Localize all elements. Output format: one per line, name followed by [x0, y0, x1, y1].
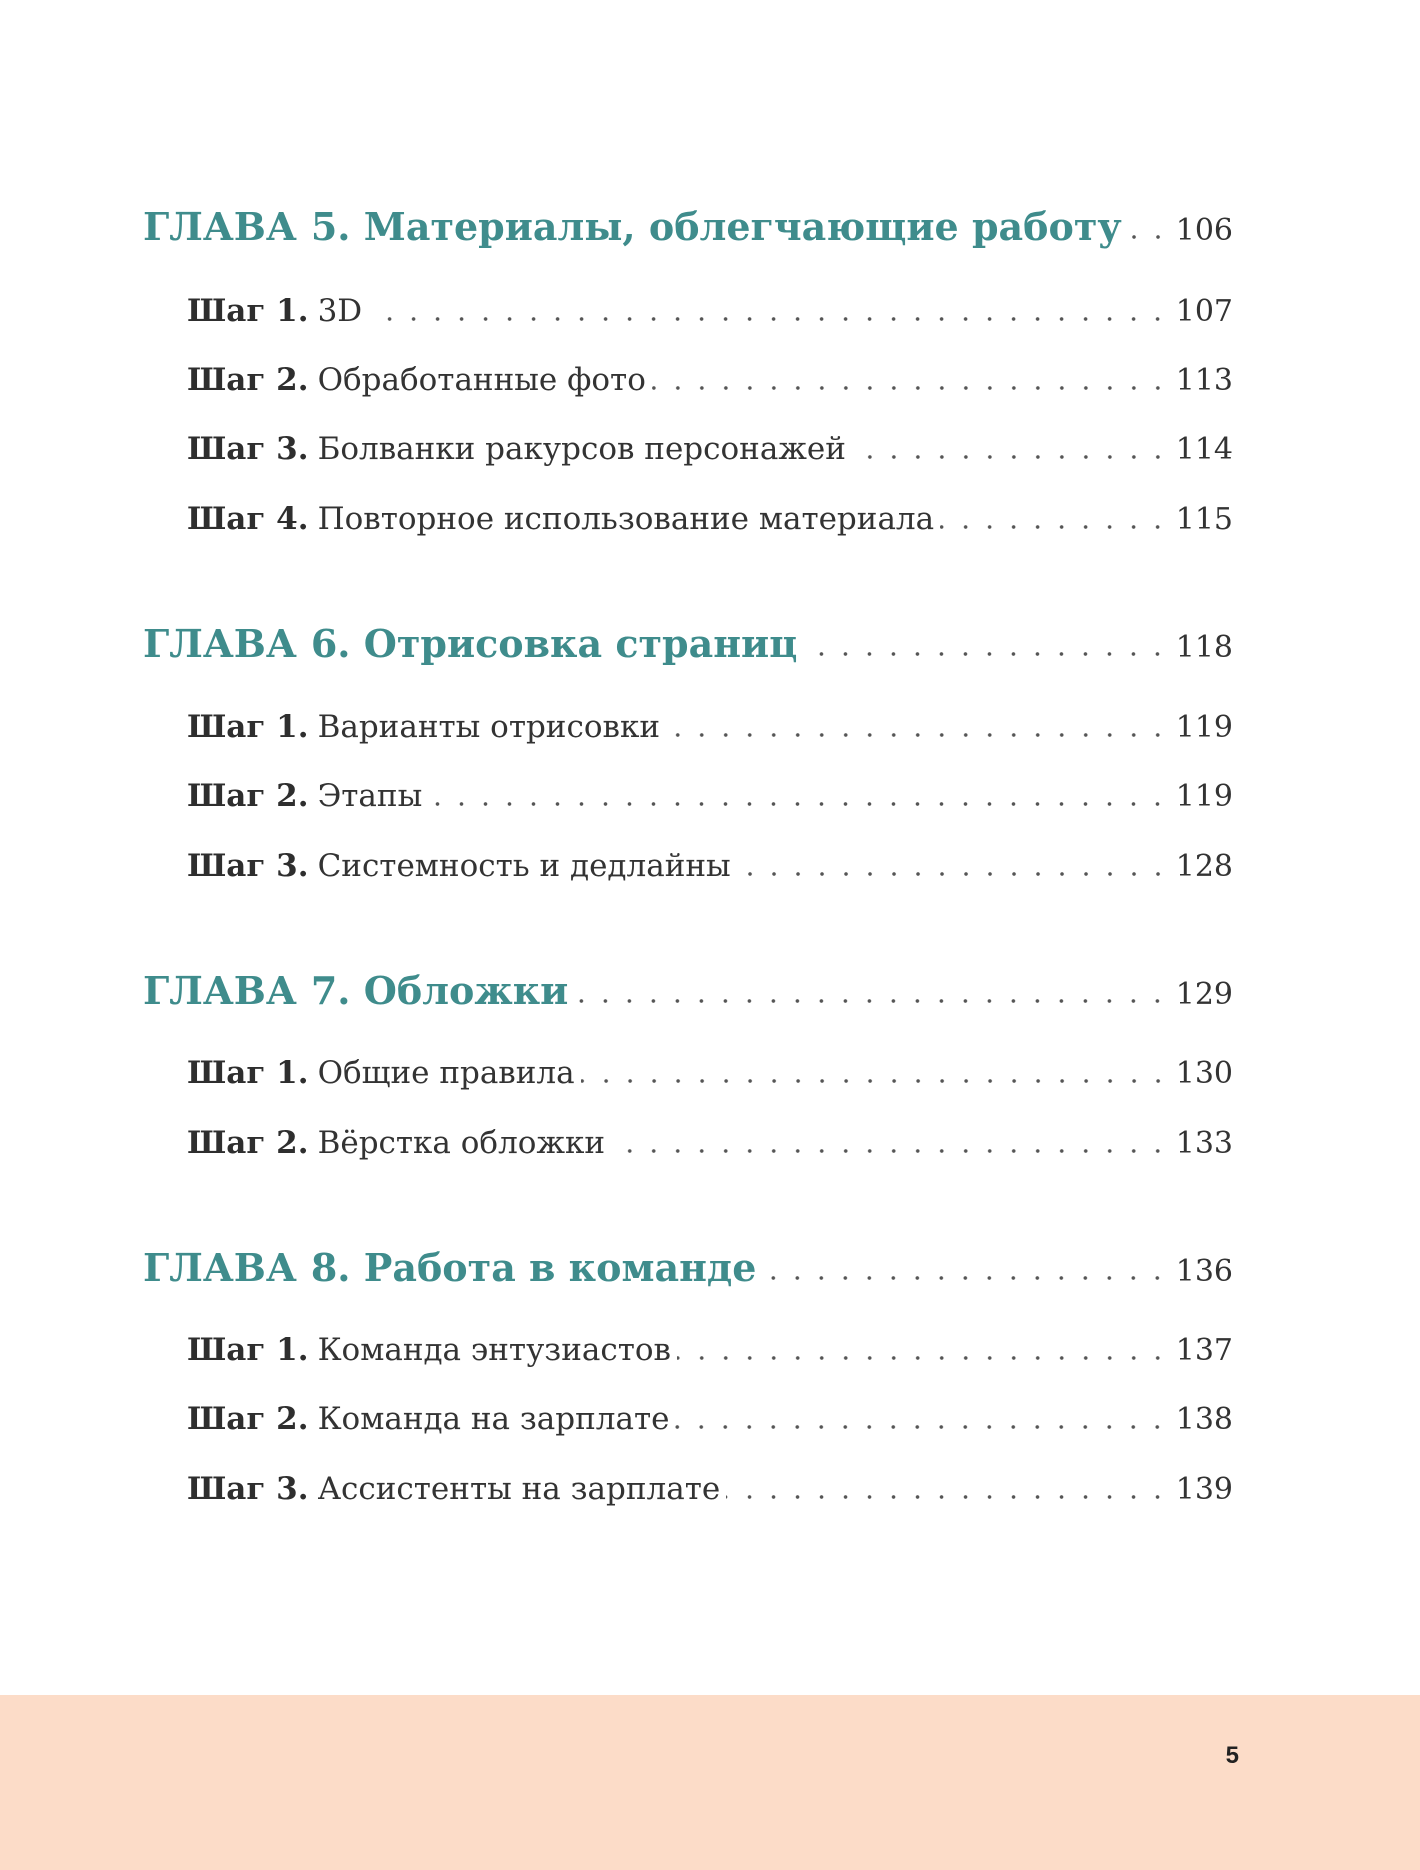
chapter-label: ГЛАВА — [143, 621, 297, 666]
dot-leader — [611, 1148, 1170, 1154]
step-title: Обработанные фото — [317, 362, 646, 398]
chapter-label: ГЛАВА — [143, 204, 297, 249]
step-page-number: 139 — [1175, 1472, 1233, 1507]
dot-leader — [940, 524, 1170, 530]
chapter-page-number: 136 — [1175, 1254, 1233, 1289]
toc-step-entry[interactable] — [187, 357, 1233, 403]
step-title: Этапы — [317, 778, 423, 814]
step-title: Общие правила — [317, 1055, 575, 1091]
chapter-page-number: 129 — [1175, 977, 1233, 1012]
dot-leader — [574, 998, 1169, 1004]
step-title: Повторное использование материала — [317, 501, 935, 537]
toc-step-entry[interactable] — [187, 1050, 1233, 1096]
dot-leader — [852, 454, 1170, 460]
dot-leader — [803, 651, 1169, 657]
step-title: Болванки ракурсов персонажей — [317, 431, 846, 467]
toc-step-entry[interactable] — [187, 288, 1233, 334]
step-title: Варианты отрисовки — [317, 709, 660, 745]
step-page-number: 114 — [1175, 432, 1233, 467]
dot-leader — [726, 1494, 1170, 1500]
footer-band — [0, 1695, 1420, 1870]
dot-leader — [368, 316, 1170, 322]
toc-step-entry[interactable] — [187, 426, 1233, 472]
toc-step-entry[interactable] — [187, 704, 1233, 750]
toc-step-entry[interactable] — [187, 1396, 1233, 1442]
chapter-label: ГЛАВА — [143, 1245, 297, 1290]
dot-leader — [677, 1355, 1170, 1361]
chapter-title: 6. Отрисовка страниц — [310, 621, 798, 666]
step-page-number: 138 — [1175, 1402, 1233, 1437]
step-page-number: 133 — [1175, 1126, 1233, 1161]
step-page-number: 107 — [1175, 294, 1233, 329]
step-prefix: Шаг 1. — [187, 1055, 309, 1091]
step-prefix: Шаг 3. — [187, 431, 309, 467]
step-prefix: Шаг 4. — [187, 501, 309, 537]
step-prefix: Шаг 2. — [187, 362, 309, 398]
step-prefix: Шаг 1. — [187, 1332, 309, 1368]
step-title: Команда на зарплате — [317, 1401, 670, 1437]
toc-step-entry[interactable] — [187, 496, 1233, 542]
chapter-title: 8. Работа в команде — [310, 1245, 757, 1290]
step-page-number: 115 — [1175, 502, 1233, 537]
step-prefix: Шаг 2. — [187, 1125, 309, 1161]
step-prefix: Шаг 3. — [187, 848, 309, 884]
toc-step-entry[interactable] — [187, 843, 1233, 889]
chapter-title: 7. Обложки — [310, 968, 569, 1013]
toc-step-entry[interactable] — [187, 1466, 1233, 1512]
dot-leader — [581, 1078, 1170, 1084]
step-prefix: Шаг 2. — [187, 1401, 309, 1437]
chapter-title: 5. Материалы, облегчающие работу — [310, 204, 1122, 249]
toc-step-entry[interactable] — [187, 1327, 1233, 1373]
dot-leader — [737, 871, 1170, 877]
step-page-number: 113 — [1175, 363, 1233, 398]
step-title: Команда энтузиастов — [317, 1332, 671, 1368]
step-prefix: Шаг 2. — [187, 778, 309, 814]
step-prefix: Шаг 1. — [187, 293, 309, 329]
dot-leader — [675, 1424, 1169, 1430]
dot-leader — [652, 385, 1170, 391]
chapter-7-entry[interactable] — [143, 966, 1233, 1016]
dot-leader — [428, 801, 1169, 807]
dot-leader — [1128, 234, 1170, 240]
chapter-page-number: 118 — [1175, 630, 1233, 665]
dot-leader — [666, 732, 1170, 738]
dot-leader — [762, 1275, 1169, 1281]
step-page-number: 119 — [1175, 779, 1233, 814]
step-page-number: 128 — [1175, 849, 1233, 884]
step-prefix: Шаг 3. — [187, 1471, 309, 1507]
step-title: 3D — [317, 293, 363, 329]
toc-step-entry[interactable] — [187, 1120, 1233, 1166]
step-page-number: 137 — [1175, 1333, 1233, 1368]
step-page-number: 119 — [1175, 710, 1233, 745]
step-title: Системность и дедлайны — [317, 848, 731, 884]
chapter-page-number: 106 — [1175, 213, 1233, 248]
chapter-8-entry[interactable] — [143, 1243, 1233, 1293]
chapter-label: ГЛАВА — [143, 968, 297, 1013]
chapter-5-entry[interactable] — [143, 202, 1233, 252]
step-title: Вёрстка обложки — [317, 1125, 605, 1161]
step-title: Ассистенты на зарплате — [317, 1471, 721, 1507]
chapter-6-entry[interactable] — [143, 619, 1233, 669]
step-prefix: Шаг 1. — [187, 709, 309, 745]
toc-step-entry[interactable] — [187, 773, 1233, 819]
step-page-number: 130 — [1175, 1056, 1233, 1091]
page-number: 5 — [1225, 1742, 1239, 1769]
